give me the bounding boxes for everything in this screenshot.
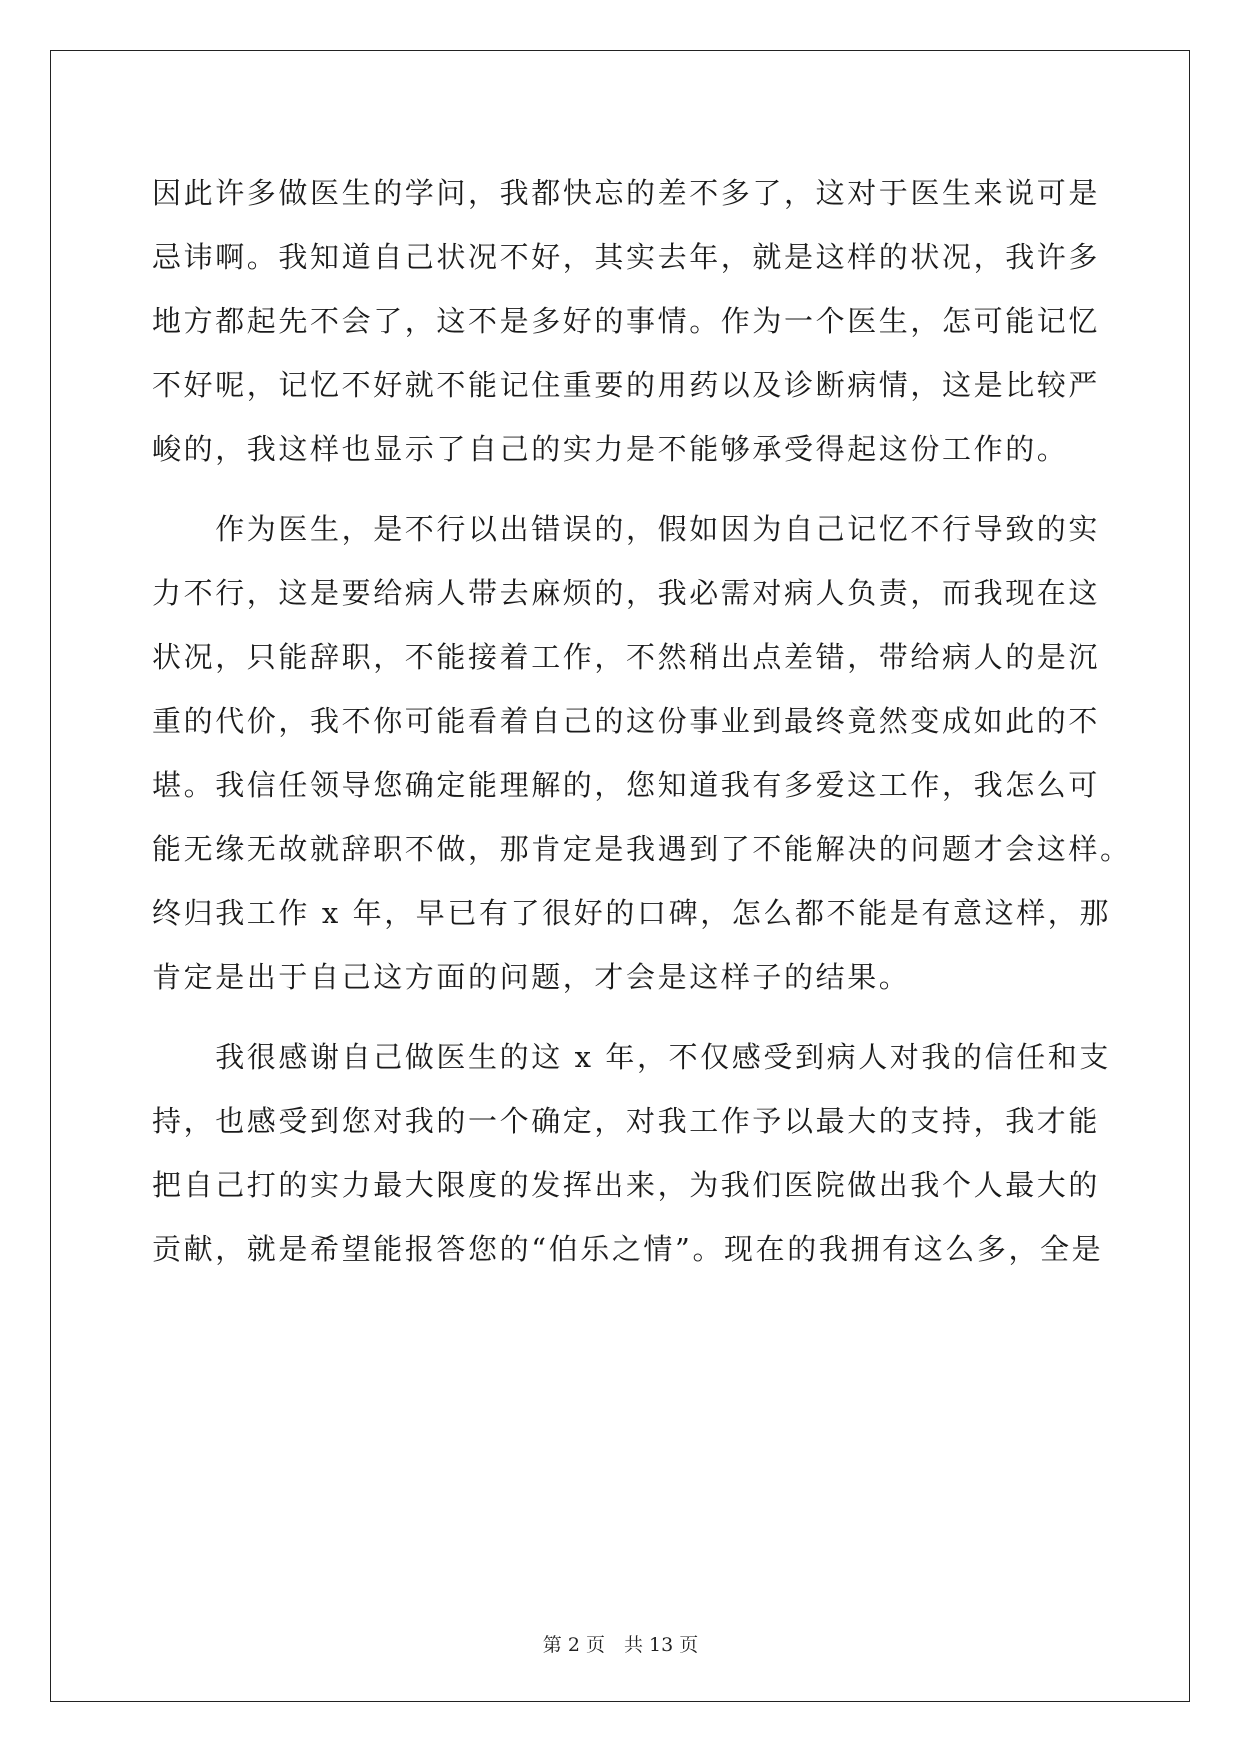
paragraph-2: [152, 497, 1132, 1009]
text-line: 能无缘无故就辞职不做，那肯定是我遇到了不能解决的问题才会这样。: [152, 832, 1132, 866]
text-line: 状况，只能辞职，不能接着工作，不然稍出点差错，带给病人的是沉: [152, 640, 1101, 674]
text-line: 因此许多做医生的学问，我都快忘的差不多了，这对于医生来说可是: [152, 176, 1101, 210]
text-line: 作为医生，是不行以出错误的，假如因为自己记忆不行导致的实: [152, 512, 1101, 546]
text-line: 忌讳啊。我知道自己状况不好，其实去年，就是这样的状况，我许多: [152, 240, 1101, 274]
text-line: 堪。我信任领导您确定能理解的，您知道我有多爱这工作，我怎么可: [152, 768, 1101, 802]
text-line: 力不行，这是要给病人带去麻烦的，我必需对病人负责，而我现在这: [152, 576, 1101, 610]
text-line: 我很感谢自己做医生的这 x 年，不仅感受到病人对我的信任和支: [152, 1040, 1111, 1074]
page-number-footer: 第 2 页 共 13 页: [542, 1634, 699, 1656]
document-body: [152, 161, 1132, 1281]
text-line: 肯定是出于自己这方面的问题，才会是这样子的结果。: [152, 960, 911, 994]
text-line: 终归我工作 x 年，早已有了很好的口碑，怎么都不能是有意这样，那: [152, 896, 1111, 930]
text-line: 地方都起先不会了，这不是多好的事情。作为一个医生，怎可能记忆: [152, 304, 1101, 338]
paragraph-1: [152, 161, 1101, 481]
text-line: 峻的，我这样也显示了自己的实力是不能够承受得起这份工作的。: [152, 432, 1069, 466]
text-line: 持，也感受到您对我的一个确定，对我工作予以最大的支持，我才能: [152, 1104, 1101, 1138]
paragraph-3: [152, 1025, 1111, 1281]
text-line: 重的代价，我不你可能看着自己的这份事业到最终竟然变成如此的不: [152, 704, 1101, 738]
text-line: 不好呢，记忆不好就不能记住重要的用药以及诊断病情，这是比较严: [152, 368, 1101, 402]
text-line: 贡献，就是希望能报答您的“伯乐之情”。现在的我拥有这么多，全是: [152, 1232, 1104, 1266]
text-line: 把自己打的实力最大限度的发挥出来，为我们医院做出我个人最大的: [152, 1168, 1101, 1202]
